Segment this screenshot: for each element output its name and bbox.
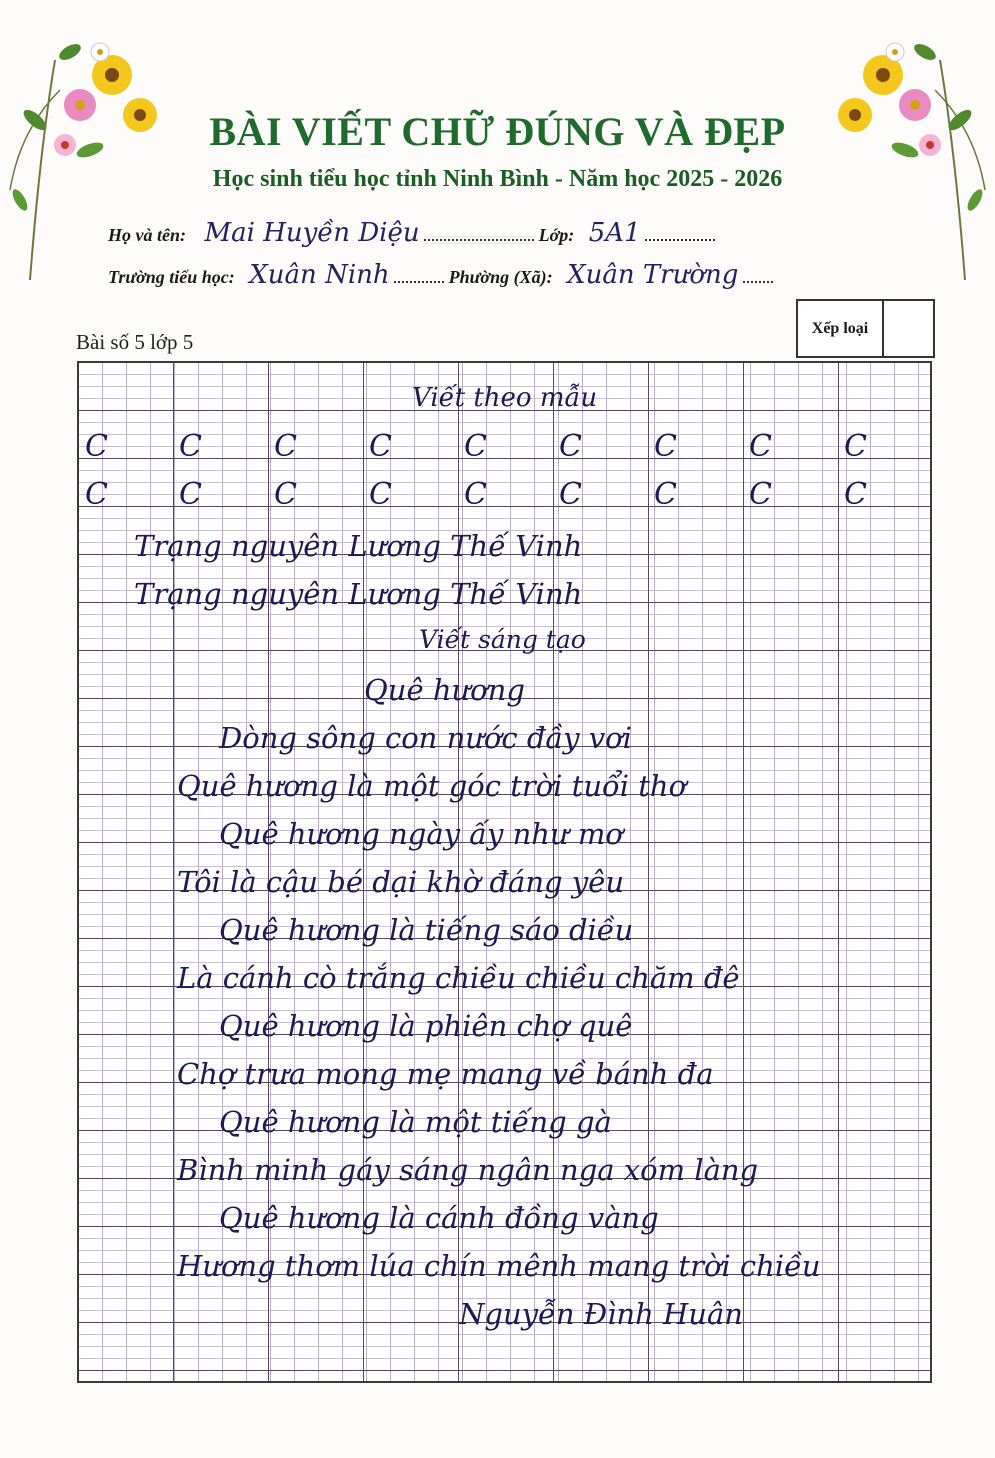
school-value: Xuân Ninh <box>249 260 390 290</box>
sample-letter: C <box>369 429 392 464</box>
poem-line: Bình minh gáy sáng ngân nga xóm làng <box>177 1153 759 1187</box>
sample-letter: C <box>464 429 487 464</box>
poem-line: Chợ trưa mong mẹ mang về bánh đa <box>177 1057 714 1091</box>
class-value: 5A1 <box>588 218 641 248</box>
phrase-line: Trạng nguyên Lương Thế Vinh <box>134 577 583 611</box>
flower-bouquet-top-right <box>835 30 995 290</box>
school-row <box>108 260 773 290</box>
lesson-number: Bài số 5 lớp 5 <box>76 330 194 354</box>
ward-value: Xuân Trường <box>567 260 739 290</box>
name-label: Họ và tên: <box>108 225 186 245</box>
poem-line: Tôi là cậu bé dại khờ đáng yêu <box>177 865 625 899</box>
poem-line: Dòng sông con nước đầy vơi <box>219 721 632 755</box>
sample-letter: C <box>85 477 108 512</box>
sample-letter: C <box>844 477 867 512</box>
name-value: Mai Huyền Diệu <box>204 218 420 248</box>
sample-letter: C <box>749 477 772 512</box>
poem-title: Quê hương <box>364 673 525 707</box>
poem-line: Hương thơm lúa chín mênh mang trời chiều <box>177 1249 821 1283</box>
sample-letter: C <box>654 429 677 464</box>
poem-line: Là cánh cò trắng chiều chiều chăm đê <box>177 961 740 995</box>
heading-copy: Viết theo mẫu <box>412 383 598 413</box>
flower-bouquet-top-left <box>0 30 160 290</box>
poem-line: Quê hương là một góc trời tuổi thơ <box>177 769 687 803</box>
poem-line: Quê hương là tiếng sáo diều <box>219 913 634 947</box>
sample-letter: C <box>559 429 582 464</box>
sample-letter: C <box>274 429 297 464</box>
sample-letter: C <box>749 429 772 464</box>
poem-line: Quê hương là một tiếng gà <box>219 1105 612 1139</box>
class-label: Lớp: <box>538 225 575 245</box>
grade-label: Xếp loại <box>798 301 884 356</box>
writing-grid <box>77 361 932 1383</box>
sample-letter: C <box>654 477 677 512</box>
ward-label: Phường (Xã): <box>448 267 553 287</box>
page-title: BÀI VIẾT CHỮ ĐÚNG VÀ ĐẸP <box>209 109 786 154</box>
school-label: Trường tiểu học: <box>108 267 235 287</box>
phrase-line: Trạng nguyên Lương Thế Vinh <box>134 529 583 563</box>
grade-box <box>796 299 935 358</box>
poem-line: Quê hương ngày ấy như mơ <box>219 817 623 851</box>
name-row <box>108 218 715 248</box>
sample-letter: C <box>844 429 867 464</box>
sample-letter: C <box>369 477 392 512</box>
poem-line: Quê hương là phiên chợ quê <box>219 1009 633 1043</box>
poem-line: Quê hương là cánh đồng vàng <box>219 1201 659 1235</box>
sample-letter: C <box>464 477 487 512</box>
poem-author: Nguyễn Đình Huân <box>459 1297 743 1331</box>
sample-letter: C <box>85 429 108 464</box>
sample-letter: C <box>179 429 202 464</box>
heading-creative: Viết sáng tạo <box>419 625 586 654</box>
sample-letter: C <box>559 477 582 512</box>
page-subtitle: Học sinh tiểu học tỉnh Ninh Bình - Năm học 2025 - 2026 <box>212 166 783 192</box>
sample-letter: C <box>274 477 297 512</box>
sample-letter: C <box>179 477 202 512</box>
